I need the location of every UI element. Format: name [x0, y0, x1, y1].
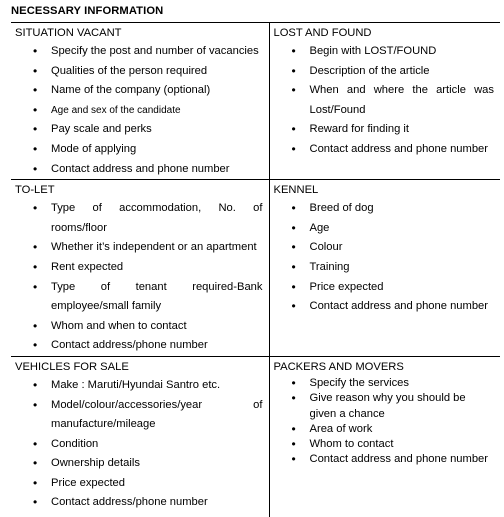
list-item: • Age and sex of the candidate: [11, 101, 269, 121]
list-item: • Type of accommodation, No. of rooms/floor: [11, 199, 269, 238]
list-item: • Model/colour/accessories/year of manufacture/mileage: [11, 396, 269, 435]
list-item: • Specify the services: [270, 376, 501, 391]
list-item: • Price expected: [270, 278, 501, 298]
list-item: • Description of the article: [270, 62, 501, 82]
list-item: • Training: [270, 258, 501, 278]
section-situation-vacant: [11, 23, 269, 180]
information-table: [11, 22, 500, 517]
section-kennel: [269, 180, 500, 357]
list-item: • Contact address/phone number: [11, 493, 269, 513]
list-item: • Qualities of the person required: [11, 62, 269, 82]
list-item: • When and where the article was Lost/Found: [270, 81, 501, 120]
list-item: • Condition: [11, 435, 269, 455]
list-item: • Pay scale and perks: [11, 120, 269, 140]
document-heading: NECESSARY INFORMATION: [11, 5, 164, 17]
list-item: • Type of tenant required-Bank employee/small family: [11, 278, 269, 317]
list-item: • Age: [270, 219, 501, 239]
list-item: • Reward for finding it: [270, 120, 501, 140]
section-title: PACKERS AND MOVERS: [273, 360, 404, 373]
list-item: • Name of the company (optional): [11, 81, 269, 101]
list-item: • Contact address and phone number: [11, 160, 269, 180]
list-item: • Begin with LOST/FOUND: [270, 42, 501, 62]
bullet-list: [11, 199, 269, 356]
section-lost-and-found: [269, 23, 500, 180]
section-to-let: [11, 180, 269, 357]
bullet-list: [270, 376, 501, 468]
list-item: • Make : Maruti/Hyundai Santro etc.: [11, 376, 269, 396]
list-item: • Colour: [270, 238, 501, 258]
list-item: • Contact address and phone number: [270, 297, 501, 317]
section-title: VEHICLES FOR SALE: [15, 360, 129, 373]
section-title: KENNEL: [273, 184, 319, 197]
table-row: [11, 23, 500, 180]
list-item: • Whom and when to contact: [11, 317, 269, 337]
bullet-list: [11, 376, 269, 513]
section-packers-and-movers: [269, 356, 500, 517]
list-item: • Specify the post and number of vacancies: [11, 42, 269, 62]
list-item: • Mode of applying: [11, 140, 269, 160]
bullet-list: [11, 42, 269, 179]
list-item: • Area of work: [270, 422, 501, 437]
list-item: • Whether it’s independent or an apartment: [11, 238, 269, 258]
table-row: [11, 180, 500, 357]
list-item: • Breed of dog: [270, 199, 501, 219]
list-item: • Give reason why you should be given a chance: [270, 391, 501, 422]
list-item: • Ownership details: [11, 454, 269, 474]
table-row: [11, 356, 500, 517]
bullet-list: [270, 199, 501, 317]
section-title: SITUATION VACANT: [15, 27, 122, 39]
bullet-list: [270, 42, 501, 160]
list-item: • Whom to contact: [270, 437, 501, 452]
list-item: • Rent expected: [11, 258, 269, 278]
list-item: • Contact address/phone number: [11, 336, 269, 356]
list-item: • Price expected: [11, 474, 269, 494]
list-item: • Contact address and phone number: [270, 452, 501, 467]
list-item: • Contact address and phone number: [270, 140, 501, 160]
section-title: TO-LET: [15, 184, 55, 197]
section-title: LOST AND FOUND: [273, 27, 372, 39]
section-vehicles-for-sale: [11, 356, 269, 517]
